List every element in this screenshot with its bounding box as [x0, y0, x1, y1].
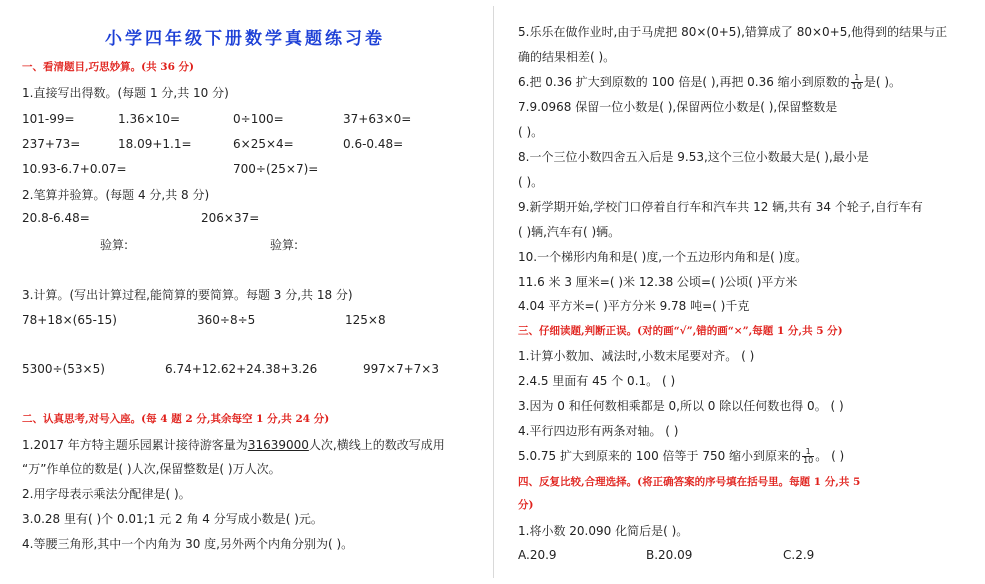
calc-item: 101-99=	[22, 112, 75, 126]
judge-question-1: 1.计算小数加、减法时,小数末尾要对齐。 ( )	[518, 349, 755, 363]
question-3: 3.计算。(写出计算过程,能简算的要简算。每题 3 分,共 18 分)	[22, 288, 353, 302]
column-divider	[493, 6, 494, 578]
fill-question-7-line2: ( )。	[518, 125, 544, 139]
fill-question-2: 2.用字母表示乘法分配律是( )。	[22, 487, 191, 501]
fill-question-4: 4.等腰三角形,其中一个内角为 30 度,另外两个内角分别为( )。	[22, 537, 354, 551]
fill-question-1	[22, 437, 445, 453]
calc-item: 0÷100=	[233, 112, 284, 126]
left-column	[0, 0, 490, 584]
fill-question-8-line2: ( )。	[518, 175, 544, 189]
judge-5-text: 5.0.75 扩大到原来的 100 倍等于 750 缩小到原来的	[518, 449, 802, 463]
fill-6-text: 6.把 0.36 扩大到原数的 100 倍是( ),再把 0.36 缩小到原数的	[518, 75, 850, 89]
fill-question-9: 9.新学期开始,学校门口停着自行车和汽车共 12 辆,共有 34 个轮子,自行车有	[518, 200, 923, 214]
calc-item: 1.36×10=	[118, 112, 181, 126]
fill-question-10: 10.一个梯形内角和是( )度,一个五边形内角和是( )度。	[518, 250, 808, 264]
fraction	[851, 74, 863, 91]
fraction-denominator: 10	[851, 82, 862, 91]
right-column	[500, 0, 985, 584]
judge-5-text-rest: 。 ( )	[815, 449, 845, 463]
check-label: 验算:	[270, 238, 299, 252]
calc-item: 10.93-6.7+0.07=	[22, 162, 127, 176]
fill-question-5: 5.乐乐在做作业时,由于马虎把 80×(0+5),错算成了 80×0+5,他得到的结果与正	[518, 25, 948, 39]
choice-option-a: A.20.9	[518, 548, 557, 562]
fill-question-8: 8.一个三位小数四舍五入后是 9.53,这个三位小数最大是( ),最小是	[518, 150, 869, 164]
judge-question-2: 2.4.5 里面有 45 个 0.1。 ( )	[518, 374, 676, 388]
section-3-heading: 三、仔细读题,判断正误。(对的画“√”,错的画“×”,每题 1 分,共 5 分)	[518, 325, 843, 337]
choice-question-1: 1.将小数 20.090 化简后是( )。	[518, 524, 689, 538]
calc-item: 18.09+1.1=	[118, 137, 192, 151]
underlined-number: 31639000	[247, 438, 309, 452]
written-calc-item: 206×37=	[201, 211, 260, 225]
fill-1-text: 1.2017 年方特主题乐园累计接待游客量为	[22, 438, 248, 452]
section-1-heading: 一、看清题目,巧思妙算。(共 36 分)	[22, 61, 195, 73]
fill-6-text-rest: 是( )。	[863, 75, 902, 89]
section-4-heading-line2: 分)	[518, 499, 534, 511]
fraction-numerator: 1	[802, 448, 814, 457]
fraction-numerator: 1	[851, 74, 863, 83]
calc-item: 237+73=	[22, 137, 81, 151]
q3-expression: 5300÷(53×5)	[22, 362, 105, 376]
fill-question-1-line2: “万”作单位的数是( )人次,保留整数是( )万人次。	[22, 462, 281, 476]
calc-item: 0.6-0.48=	[343, 137, 404, 151]
q3-expression: 997×7+7×3	[363, 362, 439, 376]
judge-question-3: 3.因为 0 和任何数相乘都是 0,所以 0 除以任何数也得 0。 ( )	[518, 399, 844, 413]
page-title: 小学四年级下册数学真题练习卷	[105, 29, 385, 49]
q3-expression: 78+18×(65-15)	[22, 313, 117, 327]
fraction	[802, 448, 814, 465]
fill-question-6	[518, 74, 901, 91]
fill-question-3: 3.0.28 里有( )个 0.01;1 元 2 角 4 分写成小数是( )元。	[22, 512, 323, 526]
fill-question-5-line2: 确的结果相差( )。	[518, 50, 616, 64]
check-label: 验算:	[100, 238, 129, 252]
judge-question-4: 4.平行四边形有两条对轴。 ( )	[518, 424, 679, 438]
calc-item: 700÷(25×7)=	[233, 162, 319, 176]
q3-expression: 6.74+12.62+24.38+3.26	[165, 362, 318, 376]
written-calc-item: 20.8-6.48=	[22, 211, 90, 225]
choice-option-c: C.2.9	[783, 548, 815, 562]
fraction-denominator: 10	[803, 456, 814, 465]
q3-expression: 360÷8÷5	[197, 313, 256, 327]
section-4-heading: 四、反复比较,合理选择。(将正确答案的序号填在括号里。每题 1 分,共 5	[518, 476, 861, 488]
question-2: 2.笔算并验算。(每题 4 分,共 8 分)	[22, 188, 210, 202]
fill-question-12: 4.04 平方米=( )平方分米 9.78 吨=( )千克	[518, 299, 750, 313]
choice-option-b: B.20.09	[646, 548, 693, 562]
fill-question-11: 11.6 米 3 厘米=( )米 12.38 公顷=( )公顷( )平方米	[518, 275, 798, 289]
section-2-heading: 二、认真思考,对号入座。(每 4 题 2 分,其余每空 1 分,共 24 分)	[22, 413, 330, 425]
fill-question-7: 7.9.0968 保留一位小数是( ),保留两位小数是( ),保留整数是	[518, 100, 838, 114]
judge-question-5	[518, 448, 844, 465]
calc-item: 6×25×4=	[233, 137, 294, 151]
calc-item: 37+63×0=	[343, 112, 412, 126]
question-1: 1.直接写出得数。(每题 1 分,共 10 分)	[22, 86, 229, 100]
fill-1-text-rest: 人次,横线上的数改写成用	[308, 438, 445, 452]
q3-expression: 125×8	[345, 313, 386, 327]
fill-question-9-line2: ( )辆,汽车有( )辆。	[518, 225, 621, 239]
